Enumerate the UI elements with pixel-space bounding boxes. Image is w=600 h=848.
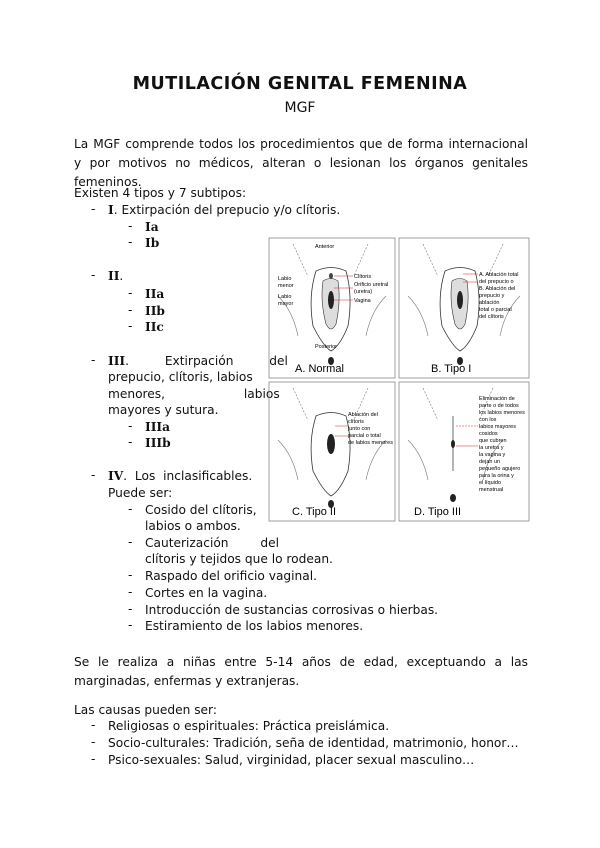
dash-bullet: -	[91, 718, 96, 732]
dash-bullet: -	[128, 419, 133, 433]
type-iii-line4: mayores y sutura.	[108, 403, 219, 417]
subtype-iic: IIc	[145, 320, 164, 334]
label-labio-mayor-1: Labio	[278, 294, 292, 300]
type-iv-item: Cortes en la vagina.	[145, 586, 268, 600]
cause-item: Psico-sexuales: Salud, virginidad, placer sexual masculino…	[108, 753, 475, 767]
tipo3-note: los labios menores	[479, 410, 525, 416]
type-iv-item: clítoris y tejidos que lo rodean.	[145, 552, 333, 566]
type-iv-item: Cosido del clítoris,	[145, 503, 257, 517]
dash-bullet: -	[91, 353, 96, 367]
tipo2-note: Ablación del	[348, 412, 378, 418]
tipo1-note: ablación	[479, 300, 500, 306]
dash-bullet: -	[91, 752, 96, 766]
type-iv-item: Introducción de sustancias corrosivas o hierbas.	[145, 603, 439, 617]
tipo1-note: del clítoris	[479, 314, 504, 320]
tipo3-note: pequeño agujero	[479, 466, 521, 472]
type-i-num: I	[108, 203, 114, 217]
type-iv-item: Raspado del orificio vaginal.	[145, 569, 317, 583]
panel-c-label: C. Tipo II	[292, 506, 337, 518]
tipo1-note: B. Ablación del	[479, 286, 516, 292]
types-intro: Existen 4 tipos y 7 subtipos:	[74, 186, 247, 200]
dash-bullet: -	[128, 602, 133, 616]
dash-bullet: -	[91, 202, 96, 216]
tipo2-note: de labios menores	[348, 440, 393, 446]
intro-paragraph: La MGF comprende todos los procedimientos que de forma internacional y por motivos no médicos, alteran o lesionan los órganos genitales femeninos.	[74, 137, 528, 189]
page-subtitle: MGF	[284, 100, 316, 116]
dash-bullet: -	[128, 219, 133, 233]
tipo3-note: menstrual	[479, 487, 504, 493]
dash-bullet: -	[128, 568, 133, 582]
label-labio-mayor-2: mayor	[278, 301, 294, 307]
dash-bullet: -	[128, 435, 133, 449]
panel-d-label: D. Tipo III	[414, 506, 462, 518]
tipo3-note: cosidos	[479, 431, 498, 437]
dash-bullet: -	[128, 618, 133, 632]
panel-a-normal	[269, 238, 395, 378]
age-paragraph: Se le realiza a niñas entre 5-14 años de edad, exceptuando a las marginadas, enfermas y extranjeras.	[74, 655, 528, 688]
tipo3-note: con los	[479, 417, 497, 423]
tipo1-note: del prepucio o	[479, 279, 514, 285]
fgm-types-figure	[268, 236, 530, 522]
type-iv-item: Cauterización del	[145, 536, 280, 550]
subtype-iiib: IIIb	[145, 436, 171, 450]
type-iii-num: III	[108, 354, 126, 368]
dash-bullet: -	[91, 735, 96, 749]
subtype-iiia: IIIa	[145, 420, 170, 434]
tipo3-note: la uretra y	[479, 445, 504, 451]
dash-bullet: -	[128, 319, 133, 333]
dash-bullet: -	[128, 585, 133, 599]
label-posterior: Posterior	[315, 344, 338, 350]
tipo1-note: total o parcial	[479, 307, 512, 313]
label-labio-menor-1: Labio	[278, 276, 292, 282]
tipo3-note: que cubren	[479, 438, 507, 444]
tipo3-note: para la orina y	[479, 473, 514, 479]
label-vagina: Vagina	[354, 298, 371, 304]
tipo2-note: clítoris	[348, 419, 364, 425]
type-iii-line2: prepucio, clítoris, labios	[108, 370, 253, 384]
type-iv-item: Estiramiento de los labios menores.	[145, 619, 364, 633]
dash-bullet: -	[91, 268, 96, 282]
tipo3-note: parte o de todos	[479, 403, 519, 409]
dash-bullet: -	[128, 535, 133, 549]
subtype-ia: Ia	[145, 220, 159, 234]
dash-bullet: -	[128, 303, 133, 317]
subtype-iib: IIb	[145, 304, 165, 318]
label-labio-menor-2: menor	[278, 283, 294, 289]
tipo3-note: Eliminación de	[479, 396, 515, 402]
type-ii	[108, 268, 123, 285]
type-iv-num: IV	[108, 469, 124, 483]
dash-bullet: -	[128, 286, 133, 300]
tipo3-note: labios mayores	[479, 424, 516, 430]
panel-d-tipo-iii	[399, 382, 529, 521]
panel-c-tipo-ii	[269, 382, 395, 521]
page-title: MUTILACIÓN GENITAL FEMENINA	[132, 74, 468, 94]
type-ii-text: .	[119, 269, 124, 283]
type-iv-text: . Los inclasificables.	[123, 469, 253, 483]
type-iii-text: . Extirpación del	[125, 354, 288, 368]
cause-item: Religiosas o espirituales: Práctica preislámica.	[108, 719, 390, 733]
label-clitoris: Clítoris	[354, 274, 372, 280]
label-uretra-1: Orificio uretral	[354, 282, 389, 288]
tipo3-note: la vagina y	[479, 452, 506, 458]
dash-bullet: -	[128, 235, 133, 249]
type-ii-num: II	[108, 269, 120, 283]
type-iii-line3: menores, labios	[108, 387, 280, 401]
tipo2-note: junto con	[348, 426, 371, 432]
tipo1-note: A. Ablación total	[479, 272, 519, 278]
tipo1-note: prepucio y	[479, 293, 505, 299]
type-iii	[108, 353, 288, 370]
type-iv-text2: Puede ser:	[108, 486, 173, 500]
label-anterior: Anterior	[315, 244, 335, 250]
type-i-text: . Extirpación del prepucio y/o clítoris.	[113, 203, 341, 217]
panel-b-label: B. Tipo I	[431, 363, 472, 375]
type-i	[108, 202, 340, 219]
dash-bullet: -	[128, 502, 133, 516]
subtype-iia: IIa	[145, 287, 165, 301]
type-iv	[108, 468, 252, 485]
tipo3-note: dejan un	[479, 459, 501, 465]
tipo3-note: el líquido	[479, 480, 502, 486]
causes-intro: Las causas pueden ser:	[74, 703, 217, 717]
panel-a-label: A. Normal	[295, 363, 344, 375]
cause-item: Socio-culturales: Tradición, seña de identidad, matrimonio, honor…	[108, 736, 519, 750]
panel-b-tipo-i	[399, 238, 529, 378]
dash-bullet: -	[91, 468, 96, 482]
type-iv-item: labios o ambos.	[145, 519, 241, 533]
tipo2-note: parcial o total	[348, 433, 381, 439]
label-uretra-2: (uretra)	[354, 289, 373, 295]
subtype-ib: Ib	[145, 236, 160, 250]
